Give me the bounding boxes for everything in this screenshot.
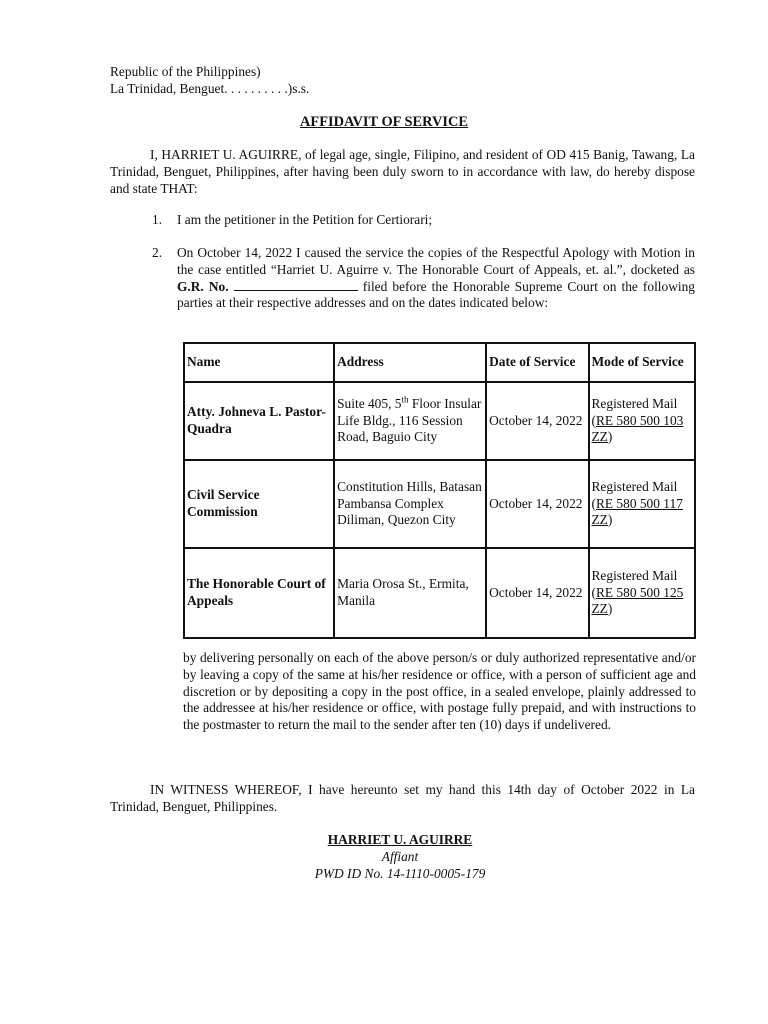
address-text: Floor Insular Life Bldg., 116 Session Road, Baguio City [337,395,482,445]
table-cell-address: Constitution Hills, Batasan Pambansa Complex Diliman, Quezon City [334,460,486,548]
gr-number-blank [234,279,358,291]
table-row [184,460,695,548]
table-row [184,382,695,460]
mode-text: Registered Mail [591,395,678,411]
registry-number: RE 580 500 103 ZZ [591,412,684,445]
table-row [184,548,695,638]
document-title: AFFIDAVIT OF SERVICE [300,114,468,130]
affiant-role: Affiant [381,848,419,864]
table-header-name: Name [184,343,334,382]
table-header-date: Date of Service [486,343,588,382]
registry-number: RE 580 500 117 ZZ [591,495,683,528]
table-cell-mode: Registered Mail (RE 580 500 117 ZZ) [589,460,696,548]
table-cell-date: October 14, 2022 [486,548,588,638]
table-cell-mode: Registered Mail (RE 580 500 125 ZZ) [589,548,696,638]
list-item-number: 2. [152,245,163,260]
signature-block [0,832,768,882]
venue-block [110,64,510,98]
table-cell-date: October 14, 2022 [486,382,588,460]
table-cell-name: Atty. Johneva L. Pastor-Quadra [184,382,334,460]
address-superscript: th [401,394,409,405]
intro-paragraph: I, HARRIET U. AGUIRRE, of legal age, single, Filipino, and resident of OD 415 Banig, Tawang, La Trinidad, Benguet, Philippines, after having been duly sworn to in accordance with law, do hereby dispose and state THAT: [110,147,695,196]
list-item-text-part: filed before the Honorable Supreme Court on the following parties at their respective addresses and on the dates indicated below: [177,278,695,311]
venue-line-place: La Trinidad, Benguet. . . . . . . . . .)s.s. [110,80,310,96]
gr-number-label: G.R. No. [177,278,229,294]
table-cell-mode: Registered Mail (RE 580 500 103 ZZ) [589,382,696,460]
table-cell-address: Maria Orosa St., Ermita, Manila [334,548,486,638]
affiant-name: HARRIET U. AGUIRRE [327,832,473,847]
list-item-number: 1. [152,212,163,227]
table-header-mode: Mode of Service [589,343,696,382]
table-header-address: Address [334,343,486,382]
mode-text: Registered Mail [591,478,678,494]
list-item-text-part: On October 14, 2022 I caused the service the copies of the Respectful Apology with Motion in the case entitled “Harriet U. Aguirre v. The Honorable Court of Appeals, et. al.”, docketed as [177,245,695,277]
table-cell-address [334,382,486,460]
table-cell-name: The Honorable Court of Appeals [184,548,334,638]
list-item-text: I am the petitioner in the Petition for Certiorari; [177,212,433,227]
address-text: Suite 405, 5 [337,395,402,411]
list-item-text [177,245,695,312]
venue-line-country: Republic of the Philippines) [110,64,261,79]
mode-text: Registered Mail [591,567,678,583]
table-cell-date: October 14, 2022 [486,460,588,548]
table-header-row [184,343,695,382]
service-table [183,342,696,639]
affiant-id: PWD ID No. 14-1110-0005-179 [314,865,486,881]
witness-paragraph: IN WITNESS WHEREOF, I have hereunto set my hand this 14th day of October 2022 in La Trinidad, Benguet, Philippines. [110,782,695,814]
table-cell-name: Civil Service Commission [184,460,334,548]
registry-number: RE 580 500 125 ZZ [591,584,684,617]
delivery-paragraph: by delivering personally on each of the above person/s or duly authorized representative and/or by leaving a copy of the same at his/her residence or office, with a person of sufficient age and discretion or by depositing a copy in the post office, in a sealed envelope, plainly addressed to the addressee at his/her residence or office, with postage fully prepaid, and with instructions to the postmaster to return the mail to the sender after ten (10) days if undelivered. [183,650,696,733]
